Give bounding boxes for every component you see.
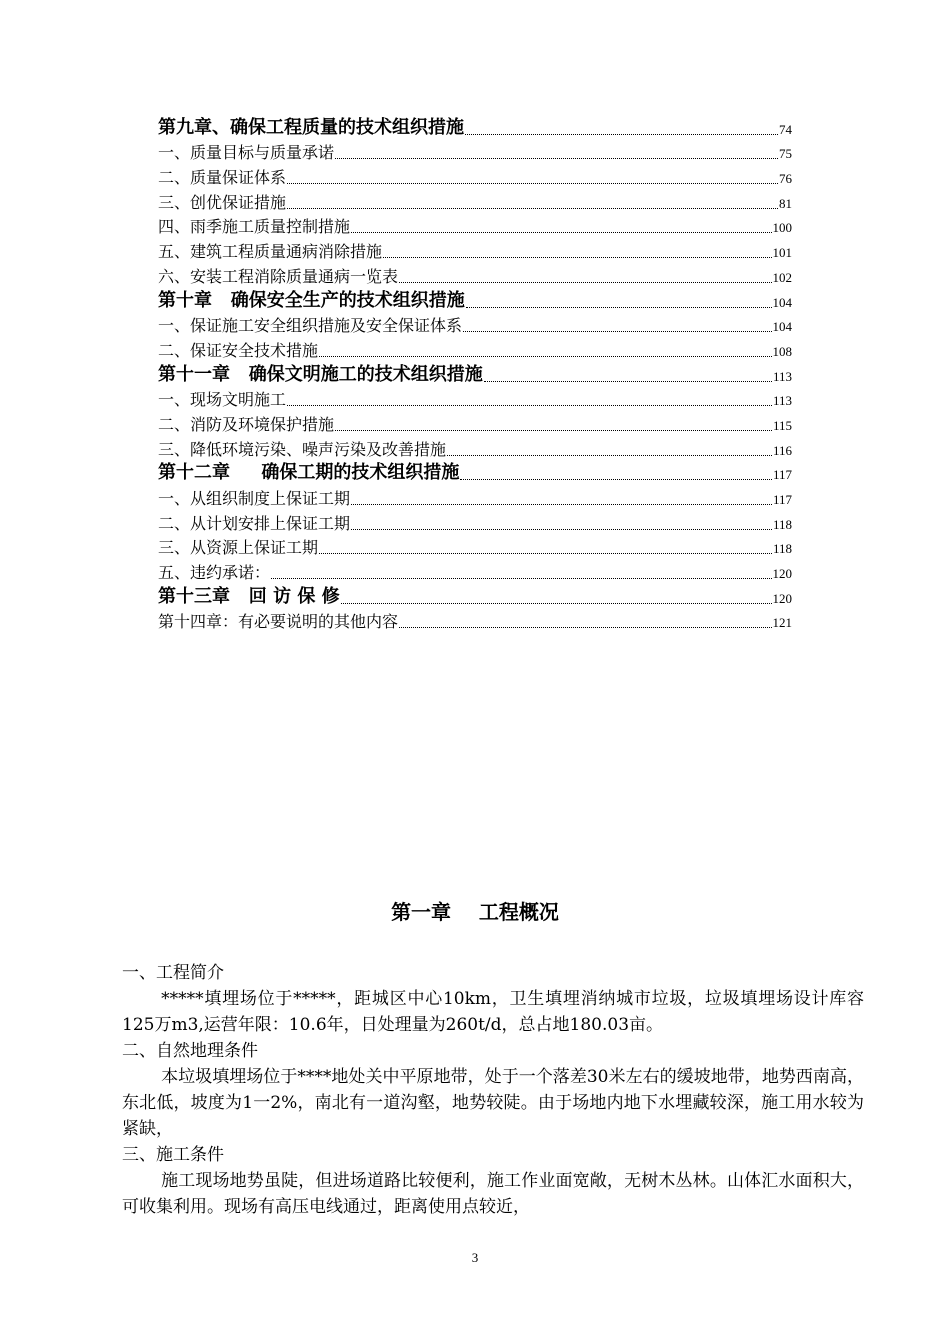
toc-entry-title: 二、质量保证体系 [158,168,287,188]
toc-page-number: 121 [772,615,792,631]
toc-page-number: 74 [779,121,792,137]
chapter-body [122,960,864,1220]
toc-entry[interactable] [158,312,792,337]
toc-entry[interactable] [158,558,792,583]
toc-page-number: 108 [772,343,792,359]
toc-entry-title: 二、从计划安排上保证工期 [158,513,351,533]
toc-leader-dots [287,208,778,209]
page-number: 3 [471,1250,479,1265]
toc-page-number: 113 [772,393,792,409]
section-title: 一、工程简介 [122,963,224,983]
toc-entry-title: 三、降低环境污染、噪声污染及改善措施 [158,439,447,459]
toc-page-number: 118 [772,516,792,532]
toc-leader-dots [466,307,772,308]
toc-entry-title: 三、创优保证措施 [158,192,287,212]
toc-leader-dots [484,381,772,382]
toc-page-number: 81 [779,195,792,211]
toc-entry[interactable] [158,509,792,534]
toc-chapter-entry[interactable] [158,460,792,485]
toc-entry-title: 六、安装工程消除质量通病一览表 [158,266,399,286]
toc-entry[interactable] [158,410,792,435]
toc-entry-title: 第十章 确保安全生产的技术组织措施 [158,289,465,311]
toc-page-number: 113 [772,368,792,384]
toc-leader-dots [319,356,771,357]
toc-page-number: 120 [772,590,792,606]
toc-page-number: 75 [779,146,792,162]
toc-page-number: 117 [772,467,792,483]
toc-entry-title: 三、从资源上保证工期 [158,538,319,558]
toc-page-number: 117 [772,492,792,507]
toc-entry[interactable] [158,188,792,213]
toc-leader-dots [351,232,771,233]
toc-page-number: 116 [772,442,792,458]
toc-leader-dots [465,134,778,135]
toc-entry[interactable] [158,534,792,559]
toc-entry-title: 第九章、确保工程质量的技术组织措施 [158,116,464,138]
table-of-contents [158,114,792,632]
toc-entry[interactable] [158,608,792,633]
toc-leader-dots [271,578,771,579]
toc-entry-title: 一、质量目标与质量承诺 [158,143,335,163]
toc-entry[interactable] [158,336,792,361]
toc-entry[interactable] [158,139,792,164]
toc-chapter-entry[interactable] [158,583,792,608]
toc-entry-title: 第十一章 确保文明施工的技术组织措施 [158,363,483,385]
toc-entry[interactable] [158,262,792,287]
toc-entry-title: 第十二章 确保工期的技术组织措施 [158,462,460,484]
toc-leader-dots [399,627,771,628]
toc-entry[interactable] [158,435,792,460]
toc-leader-dots [335,430,772,431]
chapter-heading: 第一章 工程概况 [391,900,559,924]
toc-leader-dots [351,504,772,505]
toc-entry[interactable] [158,386,792,411]
toc-page-number: 118 [772,541,792,557]
toc-entry[interactable] [158,237,792,262]
toc-leader-dots [335,158,778,159]
toc-page-number: 115 [772,417,792,433]
toc-page-number: 104 [772,319,792,335]
toc-leader-dots [341,603,772,604]
toc-page-number: 100 [772,220,792,236]
toc-entry-title: 五、建筑工程质量通病消除措施 [158,242,383,262]
toc-leader-dots [351,529,772,530]
toc-page-number: 104 [772,294,792,310]
toc-entry[interactable] [158,484,792,509]
toc-leader-dots [399,282,771,283]
toc-entry-title: 四、雨季施工质量控制措施 [158,217,351,237]
section-paragraph: 本垃圾填埋场位于****地处关中平原地带，处于一个落差30米左右的缓坡地带，地势西南高，东北低，坡度为1一2%，南北有一道沟壑，地势较陡。由于场地内地下水埋藏较深，施工用水较为紧缺， [122,1067,864,1139]
toc-entry-title: 一、现场文明施工 [158,390,287,410]
toc-leader-dots [319,553,772,554]
toc-chapter-entry[interactable] [158,361,792,386]
toc-entry-title: 第十四章：有必要说明的其他内容 [158,612,399,632]
toc-page-number: 101 [772,245,792,261]
toc-entry[interactable] [158,163,792,188]
toc-leader-dots [460,479,772,480]
toc-leader-dots [447,455,772,456]
toc-leader-dots [463,331,771,332]
section-paragraph: 施工现场地势虽陡，但进场道路比较便利，施工作业面宽敞，无树木丛林。山体汇水面积大，可收集利用。现场有高压电线通过，距离使用点较近， [122,1171,864,1217]
toc-entry-title: 二、保证安全技术措施 [158,340,319,360]
toc-leader-dots [287,183,778,184]
section-title: 二、自然地理条件 [122,1041,258,1061]
toc-leader-dots [383,257,771,258]
toc-chapter-entry[interactable] [158,287,792,312]
toc-page-number: 102 [772,269,792,285]
toc-entry-title: 五、违约承诺： [158,563,271,583]
section-paragraph: *****填埋场位于*****，距城区中心10km，卫生填埋消纳城市垃圾，垃圾填埋场设计库容125万m3,运营年限：10.6年，日处理量为260t/d，总占地180.03亩。 [122,989,864,1035]
toc-page-number: 120 [772,566,792,582]
toc-entry-title: 一、从组织制度上保证工期 [158,489,351,508]
toc-entry-title: 二、消防及环境保护措施 [158,414,335,434]
toc-chapter-entry[interactable] [158,114,792,139]
toc-page-number: 76 [779,171,792,187]
section-title: 三、施工条件 [122,1145,224,1165]
toc-entry-title: 一、保证施工安全组织措施及安全保证体系 [158,316,463,336]
toc-leader-dots [287,405,772,406]
toc-entry-title: 第十三章 回 访 保 修 [158,585,340,607]
toc-entry[interactable] [158,213,792,238]
